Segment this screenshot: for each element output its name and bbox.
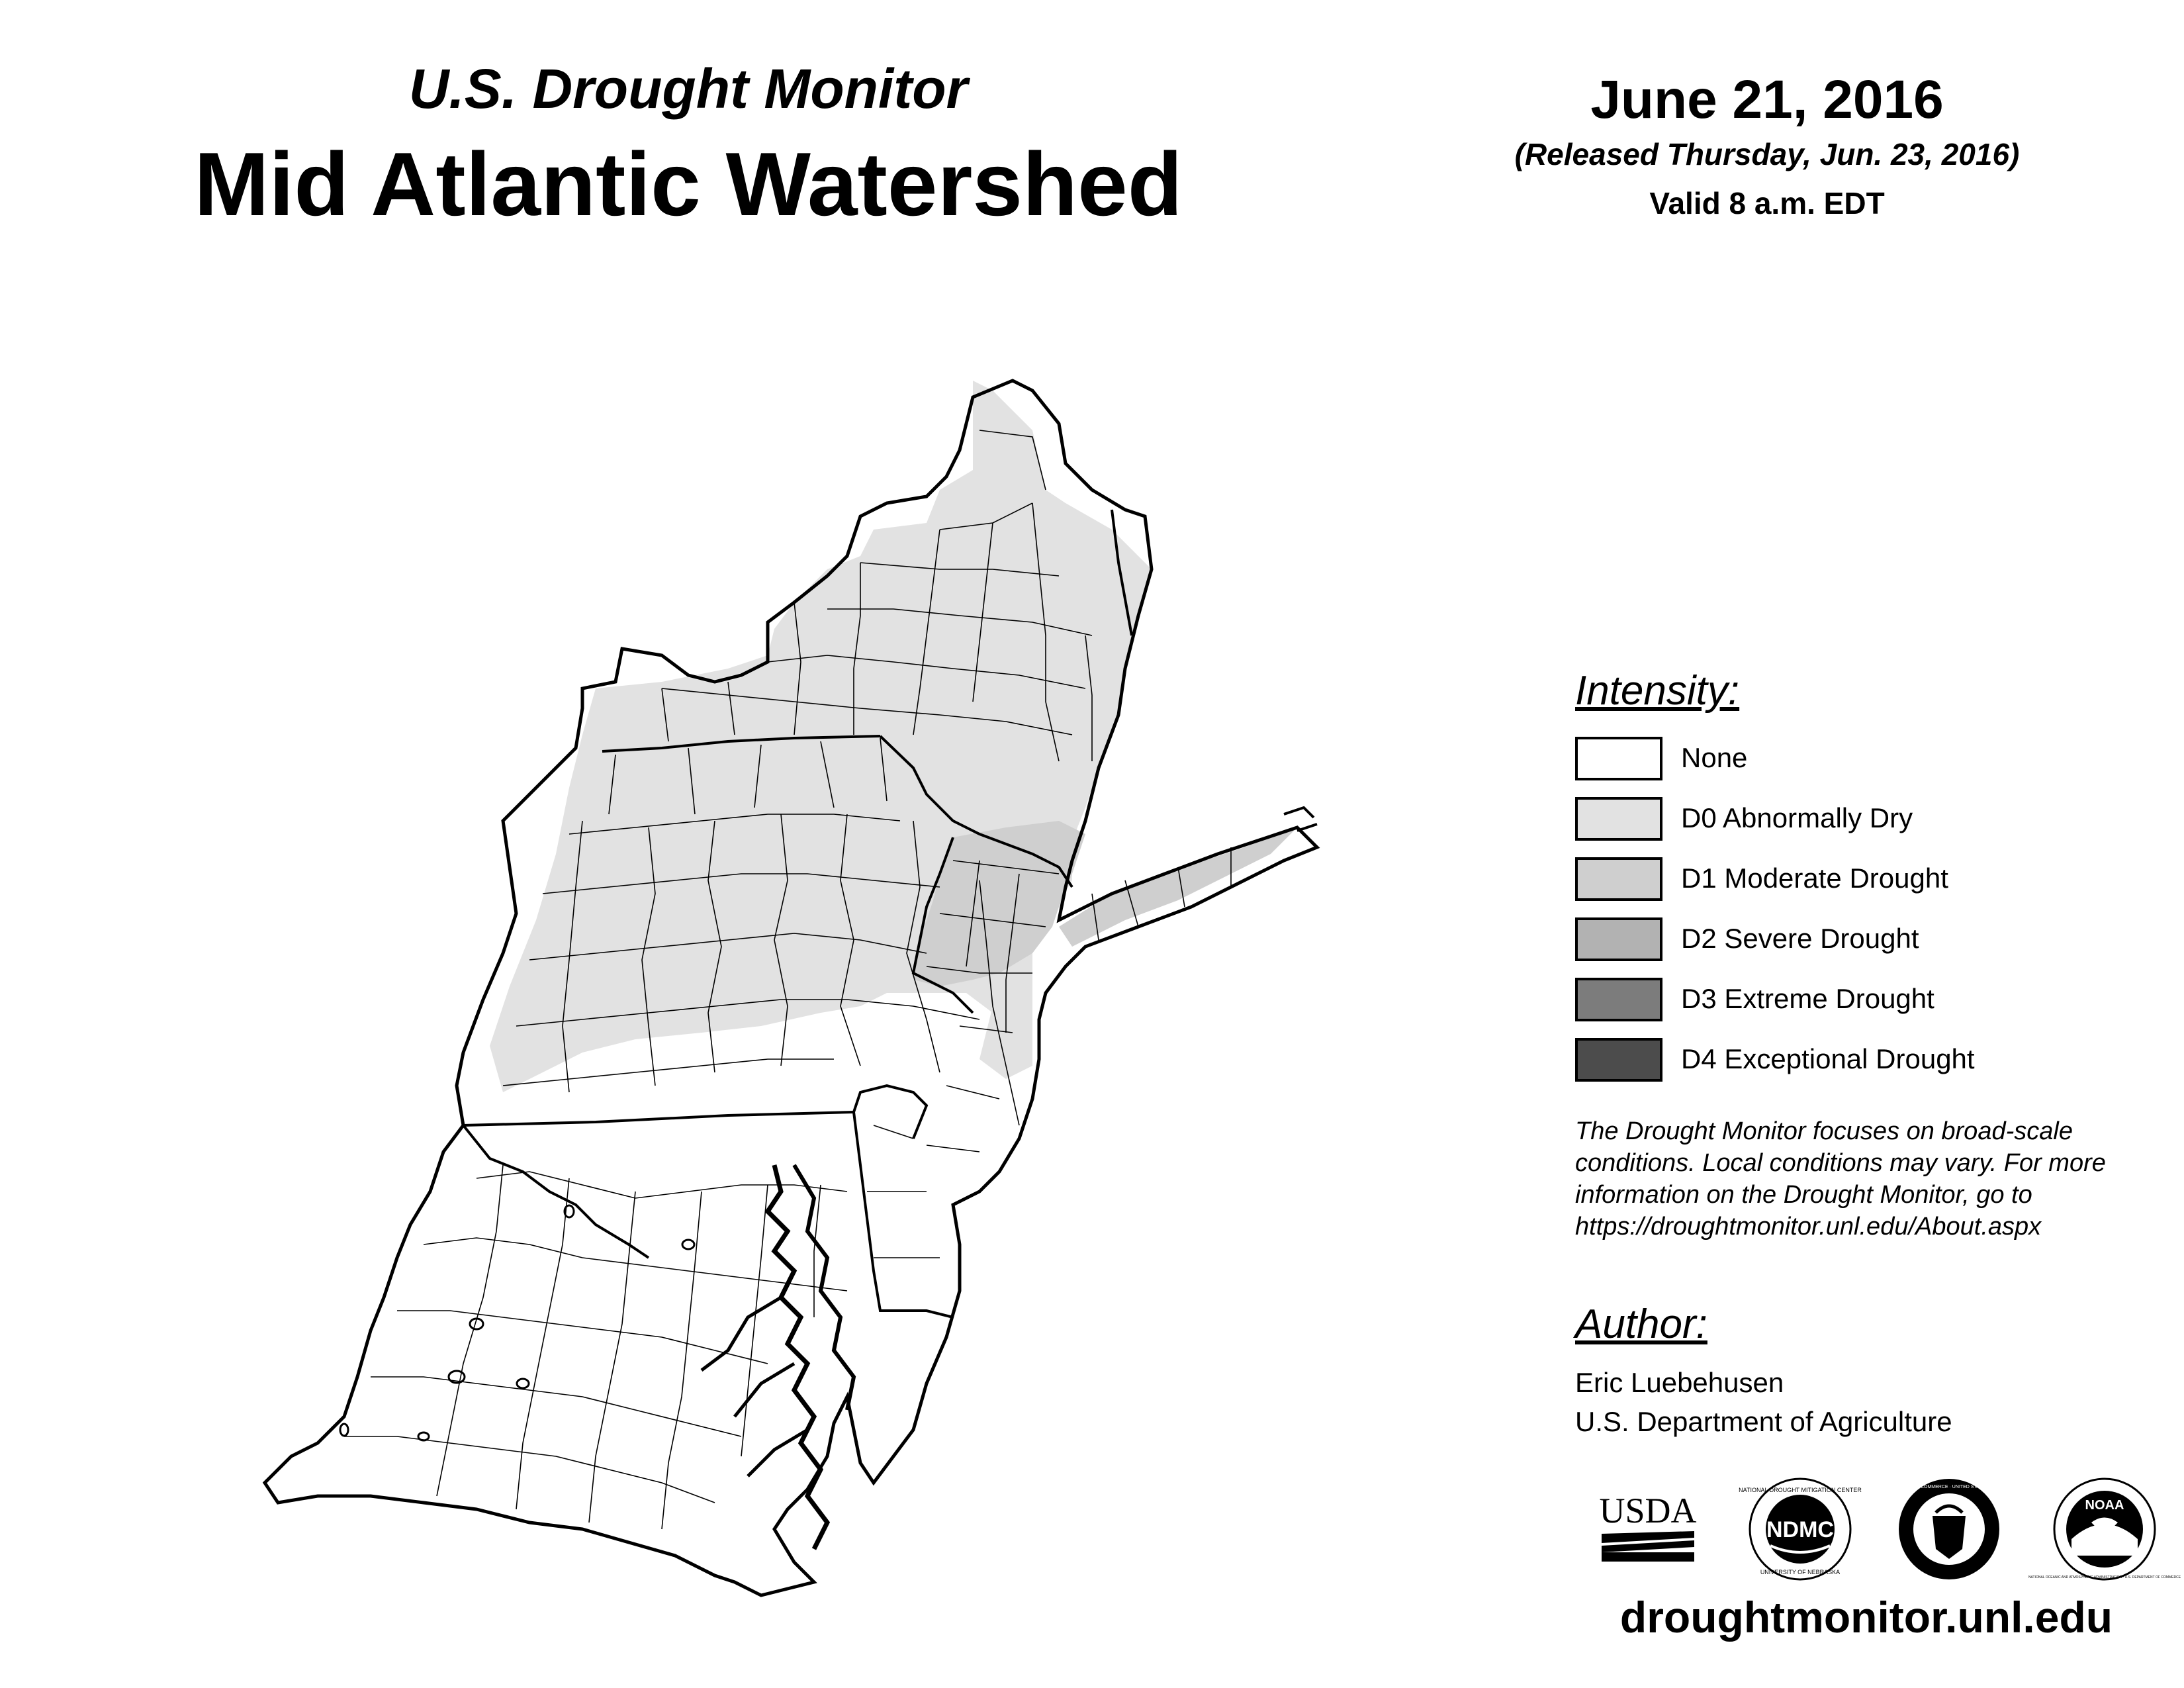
disclaimer: [1575, 1115, 2171, 1243]
legend-swatch-d2: [1575, 917, 1662, 961]
author-heading: Author:: [1575, 1301, 1707, 1347]
map-subtitle: U.S. Drought Monitor: [408, 58, 968, 120]
legend-label-none: None: [1681, 742, 1748, 773]
release-date: (Released Thursday, Jun. 23, 2016): [1514, 137, 2020, 171]
usda-logo: [1595, 1486, 1701, 1566]
website-link[interactable]: droughtmonitor.unl.edu: [1619, 1593, 2113, 1642]
disclaimer-line: conditions. Local conditions may vary. For more: [1575, 1149, 2106, 1177]
legend-label-d2: D2 Severe Drought: [1681, 923, 1919, 954]
chesapeake-bay: [768, 1165, 827, 1549]
disclaimer-line: The Drought Monitor focuses on broad-scale: [1575, 1117, 2073, 1145]
legend-swatch-d1: [1575, 857, 1662, 901]
noaa-logo-text: NOAA: [2085, 1498, 2124, 1513]
legend-swatch-d4: [1575, 1038, 1662, 1082]
author-organization: U.S. Department of Agriculture: [1575, 1406, 1952, 1437]
legend-label-d4: D4 Exceptional Drought: [1681, 1043, 1975, 1074]
author-name: Eric Luebehusen: [1575, 1367, 1784, 1398]
ndmc-logo: [1739, 1476, 1862, 1582]
ndmc-logo-text: NDMC: [1766, 1517, 1834, 1542]
legend-label-d3: D3 Extreme Drought: [1681, 983, 1934, 1014]
legend-swatch-d0: [1575, 797, 1662, 841]
valid-time: Valid 8 a.m. EDT: [1649, 186, 1885, 220]
legend-swatch-none: [1575, 737, 1662, 780]
long-island-tip: [1284, 808, 1317, 831]
commerce-logo: [1880, 1476, 2019, 1582]
noaa-ring-text: NATIONAL OCEANIC AND ATMOSPHERIC ADMINISTRATION · U.S. DEPARTMENT OF COMMERCE: [2028, 1575, 2181, 1579]
ndmc-ring-bottom: UNIVERSITY OF NEBRASKA: [1760, 1569, 1841, 1575]
legend-label-d1: D1 Moderate Drought: [1681, 863, 1948, 894]
disclaimer-line: information on the Drought Monitor, go to: [1575, 1181, 2032, 1209]
ndmc-ring-top: NATIONAL DROUGHT MITIGATION CENTER: [1739, 1487, 1862, 1493]
disclaimer-link[interactable]: https://droughtmonitor.unl.edu/About.aspx: [1575, 1213, 2042, 1241]
region-title: Mid Atlantic Watershed: [194, 134, 1183, 234]
legend-swatch-d3: [1575, 978, 1662, 1021]
legend-label-d0: D0 Abnormally Dry: [1681, 802, 1913, 833]
d1-area-longisland: [1059, 827, 1297, 947]
lakes: [340, 1205, 694, 1440]
usda-logo-text: USDA: [1599, 1491, 1697, 1530]
legend-heading: Intensity:: [1575, 668, 1740, 714]
map-date: June 21, 2016: [1590, 70, 1944, 130]
noaa-logo: [2028, 1476, 2181, 1582]
commerce-ring-text: DEPARTMENT OF COMMERCE · UNITED STATES OF AMERICA: [1880, 1485, 2019, 1489]
